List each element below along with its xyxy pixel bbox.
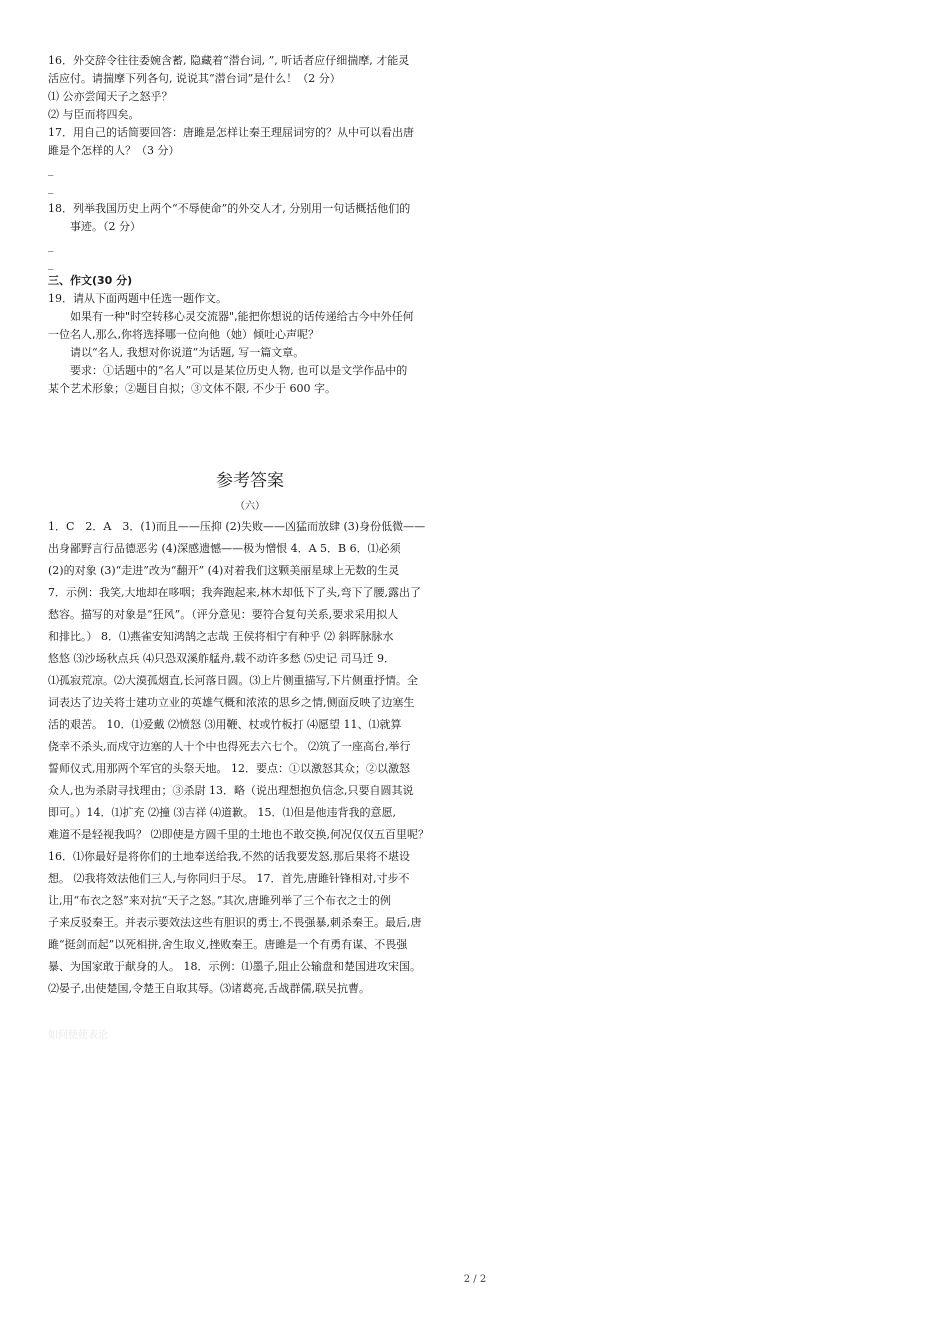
composition-prompt-1-line-2: 一位名人,那么,你将选择哪一位向他（她）倾吐心声呢？ bbox=[48, 328, 319, 341]
answer-line: 词表达了边关将士建功立业的英雄气概和浓浓的思乡之情,侧面反映了边塞生 bbox=[48, 696, 415, 709]
question-16-item-1: ⑴ 公亦尝闻天子之怒乎？ bbox=[48, 90, 173, 103]
question-16-line-2: 活应付。请揣摩下列各句, 说说其“潜台词”是什么！（2 分） bbox=[48, 72, 341, 85]
answer-line: 7．示例：我笑,大地却在哆咽；我奔跑起来,林木却低下了头,弯下了腰,露出了 bbox=[48, 586, 421, 599]
answer-line: 活的艰苦。 10．⑴爱戴 ⑵愤怒 ⑶用鞭、杖或竹板打 ⑷愿望 11、⑴就算 bbox=[48, 718, 402, 731]
answer-line: 誓师仪式,用那两个军官的头祭天地。 12．要点：①以激怒其众；②以激怒 bbox=[48, 762, 410, 775]
answers-section bbox=[48, 516, 452, 1000]
answer-blank: _ bbox=[48, 163, 54, 176]
answer-line: 和排比。） 8．⑴燕雀安知鸿鹄之志哉 王侯将相宁有种乎 ⑵ 斜晖脉脉水 bbox=[48, 630, 394, 643]
question-16-item-2: ⑵ 与臣而将四矣。 bbox=[48, 108, 140, 121]
composition-requirements-line-1: 要求：①话题中的“名人”可以是某位历史人物, 也可以是文学作品中的 bbox=[70, 364, 408, 377]
answer-line: 出身鄙野言行品德恶劣 (4)深感遗憾——极为憎恨 4．A 5．B 6．⑴必须 bbox=[48, 542, 401, 555]
answer-line: 想。 ⑵我将效法他们三人,与你同归于尽。 17．首先,唐雎针锋相对,寸步不 bbox=[48, 872, 410, 885]
answer-line: 让,用“布衣之怒”来对抗“天子之怒。”其次,唐雎列举了三个布衣之士的例 bbox=[48, 894, 391, 907]
question-16-line-1: 16．外交辞令往往委婉含蓄, 隐藏着“潜台词, ”, 听话者应仔细揣摩, 才能灵 bbox=[48, 54, 410, 67]
question-18-line-1: 18．列举我国历史上两个“不辱使命”的外交人才, 分别用一句话概括他们的 bbox=[48, 202, 411, 215]
question-17-line-1: 17．用自己的话简要回答：唐雎是怎样让秦王理屈词穷的？从中可以看出唐 bbox=[48, 126, 414, 139]
answer-line: 16．⑴你最好是将你们的土地奉送给我,不然的话我要发怒,那后果将不堪设 bbox=[48, 850, 410, 863]
answer-line: 众人,也为杀尉寻找理由；③杀尉 13．略（说出理想抱负信念,只要自圆其说 bbox=[48, 784, 414, 797]
answer-line: 雎“挺剑而起”以死相拼,舍生取义,挫败秦王。唐雎是一个有勇有谋、不畏强 bbox=[48, 938, 408, 951]
answer-blank: _ bbox=[48, 181, 54, 194]
answer-blank: _ bbox=[48, 239, 54, 252]
watermark-text: 如何使使表论 bbox=[48, 1030, 108, 1041]
question-17-line-2: 雎是个怎样的人？（3 分） bbox=[48, 144, 180, 157]
question-18-line-2: 事迹。（2 分） bbox=[70, 220, 141, 233]
answer-line: 子来反驳秦王。并表示要效法这些有胆识的勇士,不畏强暴,刺杀秦王。最后,唐 bbox=[48, 916, 422, 929]
page-number: 2 / 2 bbox=[463, 1274, 487, 1285]
composition-prompt-1-line-1: 如果有一种"时空转移心灵交流器",能把你想说的话传递给古今中外任何 bbox=[70, 310, 414, 323]
question-19: 19．请从下面两题中任选一题作文。 bbox=[48, 292, 227, 305]
answer-blank: _ bbox=[48, 257, 54, 270]
answer-line: (2)的对象 (3)“走进”改为“翻开” (4)对着我们这颗美丽星球上无数的生灵 bbox=[48, 564, 400, 577]
answers-subtitle: （六） bbox=[235, 501, 265, 512]
composition-heading: 三、作文(30 分) bbox=[48, 274, 133, 287]
composition-prompt-2: 请以“名人, 我想对你说道”为话题, 写一篇文章。 bbox=[70, 346, 305, 359]
answer-line: 暴、为国家敢于献身的人。 18．示例：⑴墨子,阻止公输盘和楚国进攻宋国。 bbox=[48, 960, 421, 973]
answer-line: 即可。）14．⑴扩充 ⑵撞 ⑶吉祥 ⑷道歉。 15．⑴但是他违背我的意愿, bbox=[48, 806, 396, 819]
answer-line: 侥幸不杀头,而戍守边塞的人十个中也得死去六七个。 ⑵筑了一座高台,举行 bbox=[48, 740, 411, 753]
answer-line: ⑴孤寂荒凉。⑵大漠孤烟直,长河落日圆。⑶上片侧重描写,下片侧重抒情。全 bbox=[48, 674, 418, 687]
composition-requirements-line-2: 某个艺术形象；②题目自拟；③文体不限, 不少于 600 字。 bbox=[48, 382, 336, 395]
answer-line: 难道不是轻视我吗？ ⑵即使是方圆千里的土地也不敢交换,何况仅仅五百里呢？ bbox=[48, 828, 429, 841]
answer-line: 悠悠 ⑶沙场秋点兵 ⑷只恐双溪舴艋舟,载不动许多愁 ⑸史记 司马迁 9． bbox=[48, 652, 395, 665]
answer-line: 1．C 2．A 3．(1)而且——压抑 (2)失败——凶猛而放肆 (3)身份低微—— bbox=[48, 520, 426, 533]
questions-section bbox=[48, 52, 452, 398]
answers-title: 参考答案 bbox=[216, 471, 284, 491]
answer-line: ⑵晏子,出使楚国,令楚王自取其辱。⑶诸葛亮,舌战群儒,联吴抗曹。 bbox=[48, 982, 370, 995]
answer-line: 愁容。描写的对象是“狂风”。（评分意见：要符合复句关系,要求采用拟人 bbox=[48, 608, 399, 621]
